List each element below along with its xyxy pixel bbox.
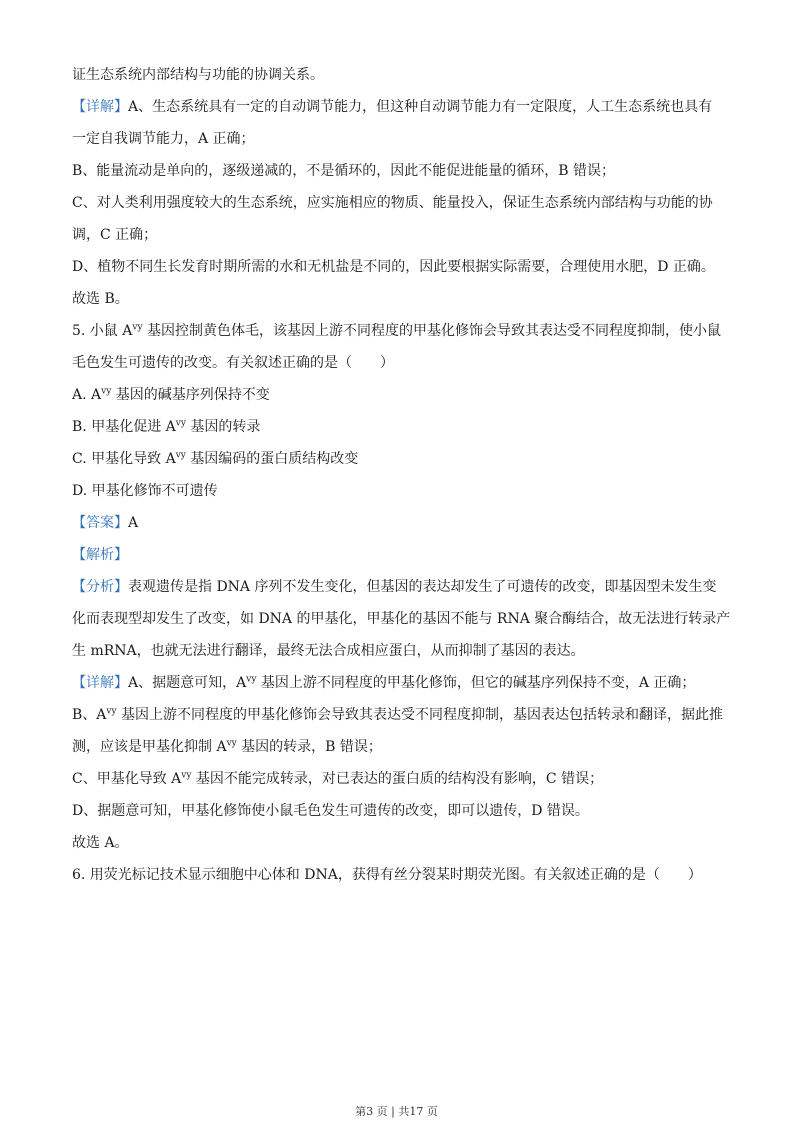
option-d: D. 甲基化修饰不可遗传	[72, 483, 218, 499]
text-line: 【分析】表观遗传是指 DNA 序列不发生变化，但基因的表达却发生了可遗传的改变，即基因型未发生变	[72, 579, 717, 595]
text-line: 故选 A。	[72, 835, 129, 851]
text-line: 证生态系统内部结构与功能的协调关系。	[72, 67, 324, 83]
text-line: 测，应该是甲基化抑制 $A^{vy}$ 基因的转录，B 错误；	[72, 738, 382, 755]
text-line: 生 mRNA，也就无法进行翻译，最终无法合成相应蛋白，从而抑制了基因的表达。	[72, 643, 585, 659]
text-line: D、据题意可知，甲基化修饰使小鼠毛色发生可遗传的改变，即可以遗传，D 错误。	[72, 803, 589, 819]
answer-line: 【答案】A	[72, 515, 139, 531]
text-line: C、对人类利用强度较大的生态系统，应实施相应的物质、能量投入，保证生态系统内部结构与功能的协	[72, 195, 713, 211]
text-line: 一定自我调节能力，A 正确；	[72, 131, 255, 147]
text-line: 调，C 正确；	[72, 227, 158, 243]
analysis-sub-tag: 【分析】	[72, 579, 128, 595]
text-line: 化而表现型却发生了改变，如 DNA 的甲基化，甲基化的基因不能与 RNA 聚合酶结合，故无法进行转录产	[72, 611, 731, 627]
text-line: B、$A^{vy}$ 基因上游不同程度的甲基化修饰会导致其表达受不同程度抑制，基因表达包括转录和翻译，据此推	[72, 706, 724, 723]
question-6-stem: 6. 用荧光标记技术显示细胞中心体和 DNA，获得有丝分裂某时期荧光图。有关叙述正确的是（ ）	[72, 867, 702, 883]
question-5-stem: 5. 小鼠 $A^{vy}$ 基因控制黄色体毛，该基因上游不同程度的甲基化修饰会导致其表达受不同程度抑制，使小鼠	[72, 322, 721, 339]
analysis-tag: 【解析】	[72, 547, 128, 563]
text-line: 【详解】A、生态系统具有一定的自动调节能力，但这种自动调节能力有一定限度，人工生态系统也具有	[72, 99, 713, 115]
page-footer: 第3 页 | 共17 页	[355, 1105, 438, 1118]
option-b: B. 甲基化促进 $A^{vy}$ 基因的转录	[72, 418, 261, 435]
text-line: D、植物不同生长发育时期所需的水和无机盐是不同的，因此要根据实际需要，合理使用水肥，D 正确。	[72, 259, 715, 275]
question-5-stem: 毛色发生可遗传的改变。有关叙述正确的是（ ）	[72, 355, 394, 371]
text-line: C、甲基化导致 $A^{vy}$ 基因不能完成转录，对已表达的蛋白质的结构没有影响，C 错误；	[72, 770, 604, 787]
answer-tag: 【答案】	[72, 515, 128, 531]
option-c: C. 甲基化导致 $A^{vy}$ 基因编码的蛋白质结构改变	[72, 450, 359, 467]
option-a: A. $A^{vy}$ 基因的碱基序列保持不变	[72, 386, 270, 403]
text-line: B、能量流动是单向的，逐级递减的，不是循环的，因此不能促进能量的循环，B 错误；	[72, 163, 616, 179]
detail-tag: 【详解】	[72, 99, 128, 115]
text-line: 【详解】A、据题意可知，$A^{vy}$ 基因上游不同程度的甲基化修饰，但它的碱基序列保持不变，A 正确；	[72, 674, 696, 691]
text-line: 故选 B。	[72, 291, 129, 307]
analysis-heading	[72, 545, 732, 565]
detail-tag: 【详解】	[72, 675, 128, 691]
